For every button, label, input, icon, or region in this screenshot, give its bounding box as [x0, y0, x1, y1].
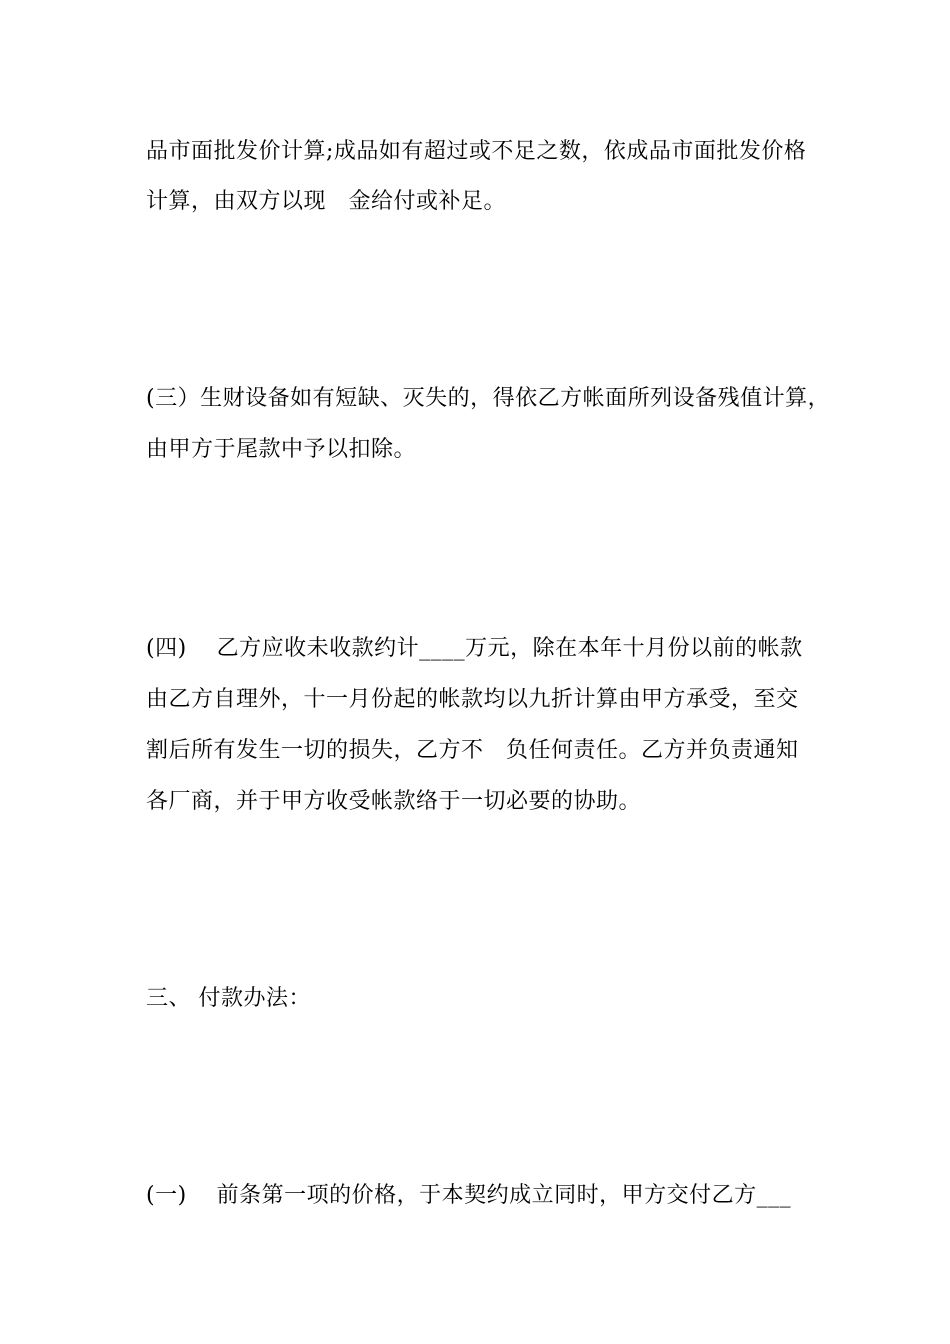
paragraph-line-6: 由乙方自理外，十一月份起的帐款均以九折计算由甲方承受，至交: [146, 687, 799, 712]
paragraph-line-5: (四) 乙方应收未收款约计____万元，除在本年十月份以前的帐款: [146, 636, 803, 661]
paragraph-line-10: (一) 前条第一项的价格，于本契约成立同时，甲方交付乙方___: [146, 1183, 792, 1208]
paragraph-line-1: 品市面批发价计算;成品如有超过或不足之数，依成品市面批发价格: [146, 139, 807, 164]
paragraph-line-3: (三）生财设备如有短缺、灭失的，得依乙方帐面所列设备残值计算，: [146, 386, 831, 411]
paragraph-line-8: 各厂商，并于甲方收受帐款络于一切必要的协助。: [146, 789, 642, 814]
paragraph-line-2: 计算，由双方以现 金给付或补足。: [146, 189, 507, 214]
paragraph-line-7: 割后所有发生一切的损失，乙方不 负任何责任。乙方并负责通知: [146, 738, 799, 763]
section-heading: 三、 付款办法：: [146, 986, 311, 1011]
paragraph-line-4: 由甲方于尾款中予以扣除。: [146, 437, 417, 462]
